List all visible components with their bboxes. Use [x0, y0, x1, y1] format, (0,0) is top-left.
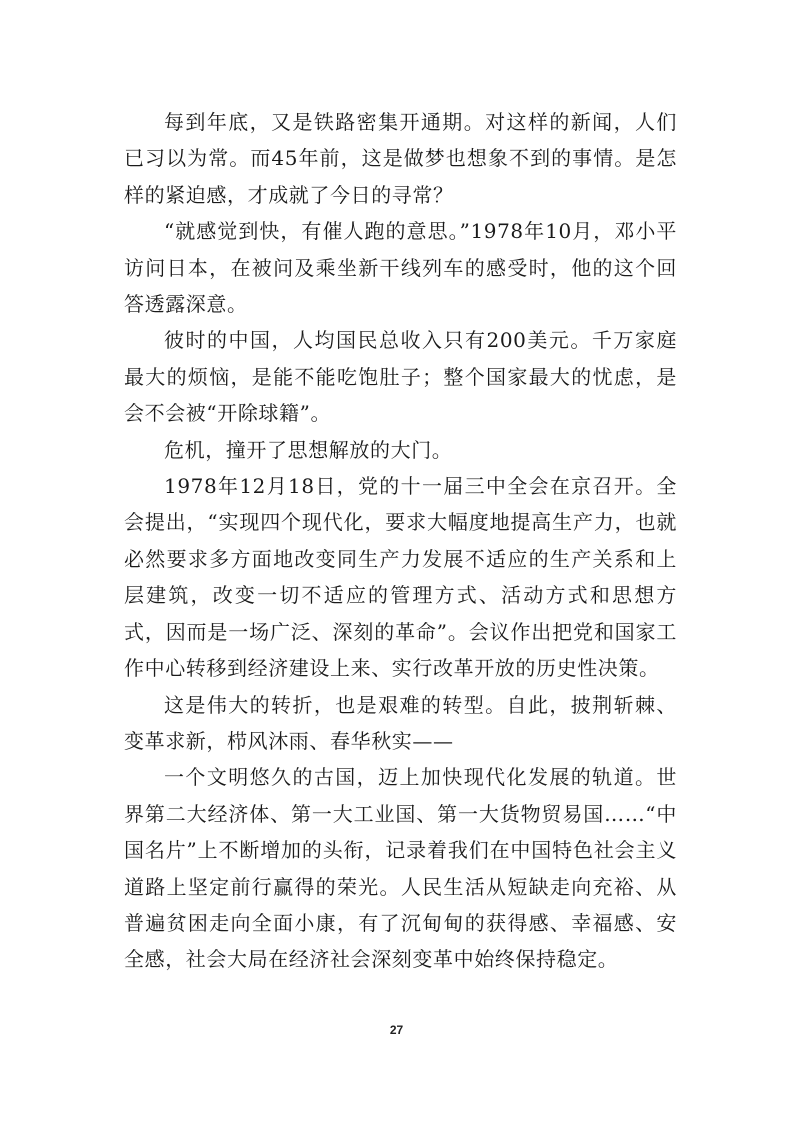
paragraph-5: 1978年12月18日，党的十一届三中全会在京召开。全会提出，“实现四个现代化，要求大幅度地提高生产力，也就必然要求多方面地改变同生产力发展不适应的生产关系和上层建筑，改变一切不适应的管理方式、活动方式和思想方式，因而是一场广泛、深刻的革命”。会议作出把党和国家工作中心转移到经济建设上来、实行改革开放的历史性决策。 — [124, 474, 677, 681]
paragraph-4: 危机，撞开了思想解放的大门。 — [164, 437, 453, 462]
paragraph-2: “就感觉到快，有催人跑的意思。”1978年10月，邓小平访问日本，在被问及乘坐新干线列车的感受时，他的这个回答透露深意。 — [124, 219, 677, 317]
page-number: 27 — [389, 1023, 404, 1037]
paragraph-1: 每到年底，又是铁路密集开通期。对这样的新闻，人们已习以为常。而45年前，这是做梦也想象不到的事情。是怎样的紧迫感，才成就了今日的寻常？ — [124, 110, 677, 207]
body-text — [124, 104, 677, 978]
paragraph-3: 彼时的中国，人均国民总收入只有200美元。千万家庭最大的烦恼，是能不能吃饱肚子；整个国家最大的忧虑，是会不会被“开除球籍”。 — [124, 328, 677, 426]
paragraph-6: 这是伟大的转折，也是艰难的转型。自此，披荆斩棘、变革求新，栉风沐雨、春华秋实—— — [124, 692, 677, 753]
paragraph-7: 一个文明悠久的古国，迈上加快现代化发展的轨道。世界第二大经济体、第一大工业国、第一大货物贸易国……“中国名片”上不断增加的头衔，记录着我们在中国特色社会主义道路上坚定前行赢得的荣光。人民生活从短缺走向充裕、从普遍贫困走向全面小康，有了沉甸甸的获得感、幸福感、安全感，社会大局在经济社会深刻变革中始终保持稳定。 — [124, 765, 677, 972]
